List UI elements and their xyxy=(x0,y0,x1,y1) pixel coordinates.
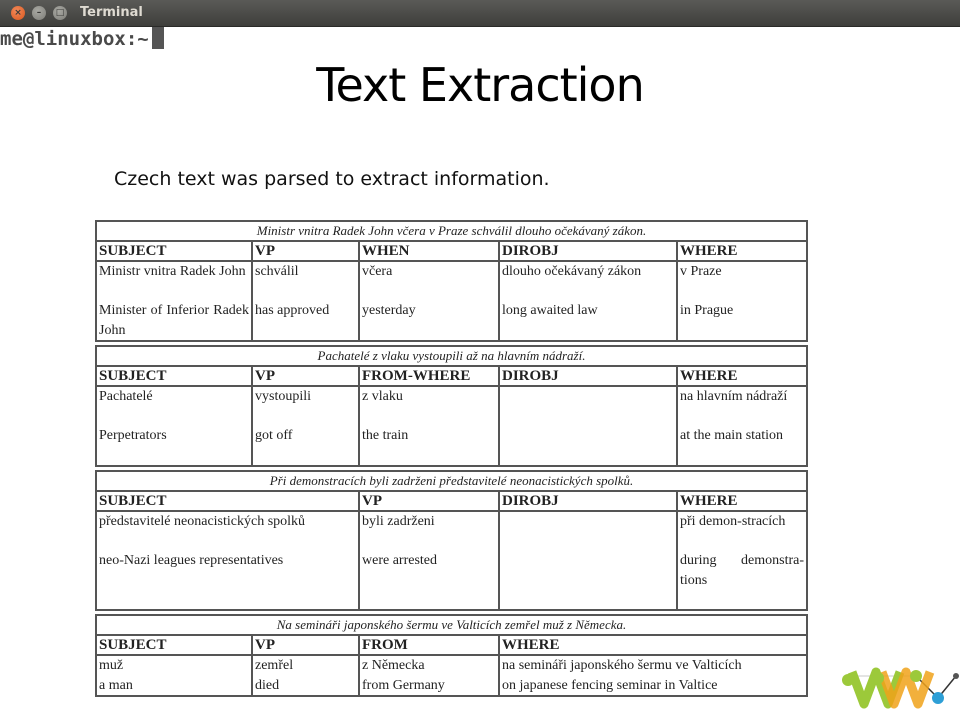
table-cell: from Germany xyxy=(359,676,499,696)
extraction-table xyxy=(97,492,806,609)
slide-title: Text Extraction xyxy=(316,58,644,112)
table-row xyxy=(97,386,806,426)
czech-sentence: Na semináři japonského šermu ve Valticích zemřel muž z Německa. xyxy=(97,616,806,636)
extraction-table xyxy=(97,242,806,340)
table-cell: during demonstra-tions xyxy=(677,551,806,609)
table-cell xyxy=(499,511,677,551)
slide-subtitle: Czech text was parsed to extract information. xyxy=(114,168,550,190)
table-row xyxy=(97,655,806,676)
table-cell: were arrested xyxy=(359,551,499,609)
table-cell: has approved xyxy=(252,301,359,340)
column-header: SUBJECT xyxy=(97,242,252,261)
table-cell xyxy=(499,551,677,609)
table-cell: yesterday xyxy=(359,301,499,340)
table-header-row xyxy=(97,492,806,511)
extraction-block xyxy=(95,470,808,611)
column-header: WHEN xyxy=(359,242,499,261)
table-cell: představitelé neonacistických spolků xyxy=(99,514,306,529)
minimize-window-button[interactable]: – xyxy=(32,6,46,20)
column-header: FROM xyxy=(359,636,499,655)
table-cell: Ministr vnitra Radek John xyxy=(99,264,246,279)
column-header: VP xyxy=(359,492,499,511)
column-header: WHERE xyxy=(677,242,806,261)
extraction-table xyxy=(97,367,806,465)
column-header: VP xyxy=(252,367,359,386)
window-title: Terminal xyxy=(80,5,143,20)
table-cell: na semináři japonského šermu ve Valticích xyxy=(499,655,806,676)
table-row xyxy=(97,511,806,551)
table-cell: schválil xyxy=(252,261,359,301)
table-cell: got off xyxy=(252,426,359,465)
table-cell: long awaited law xyxy=(499,301,677,340)
table-cell: the train xyxy=(359,426,499,465)
table-cell: zemřel xyxy=(252,655,359,676)
czech-sentence: Ministr vnitra Radek John včera v Praze schválil dlouho očekávaný zákon. xyxy=(97,222,806,242)
table-cell: Perpetrators xyxy=(99,428,167,443)
extraction-block xyxy=(95,345,808,467)
extraction-block xyxy=(95,614,808,697)
table-cell: Pachatelé xyxy=(99,389,153,404)
table-row xyxy=(97,426,806,465)
column-header: VP xyxy=(252,242,359,261)
table-header-row xyxy=(97,367,806,386)
logo-node xyxy=(872,672,884,684)
close-window-button[interactable]: × xyxy=(11,6,25,20)
logo-node xyxy=(910,670,922,682)
maximize-window-button[interactable]: □ xyxy=(53,6,67,20)
table-cell: v Praze xyxy=(677,261,806,301)
extraction-table xyxy=(97,636,806,695)
table-cell: při demon-stracích xyxy=(677,511,806,551)
extraction-block xyxy=(95,220,808,342)
table-row xyxy=(97,551,806,609)
table-cell: z Německa xyxy=(359,655,499,676)
table-cell: muž xyxy=(99,658,124,673)
czech-sentence: Při demonstracích byli zadrženi představitelé neonacistických spolků. xyxy=(97,472,806,492)
logo-node xyxy=(932,692,944,704)
extraction-figure xyxy=(95,220,808,700)
table-cell: byli zadrženi xyxy=(359,511,499,551)
czech-sentence: Pachatelé z vlaku vystoupili až na hlavním nádraží. xyxy=(97,347,806,367)
table-cell: na hlavním nádraží xyxy=(677,386,806,426)
vv-logo-icon xyxy=(838,658,960,720)
table-row xyxy=(97,301,806,340)
terminal-prompt-line[interactable] xyxy=(0,27,164,51)
column-header: DIROBJ xyxy=(499,242,677,261)
table-cell: z vlaku xyxy=(359,386,499,426)
table-cell: at the main station xyxy=(677,426,806,465)
column-header: WHERE xyxy=(499,636,806,655)
table-cell: died xyxy=(252,676,359,696)
terminal-prompt: me@linuxbox:~ xyxy=(0,28,149,50)
table-header-row xyxy=(97,636,806,655)
table-cell xyxy=(499,386,677,426)
terminal-cursor xyxy=(152,27,164,49)
logo-node xyxy=(842,674,854,686)
window-titlebar xyxy=(0,0,960,27)
column-header: WHERE xyxy=(677,367,806,386)
table-header-row xyxy=(97,242,806,261)
table-cell: Minister of Inferior Radek John xyxy=(99,303,249,338)
column-header: FROM-WHERE xyxy=(359,367,499,386)
table-cell: a man xyxy=(99,677,133,693)
column-header: DIROBJ xyxy=(499,492,677,511)
table-row xyxy=(97,676,806,696)
table-cell: vystoupili xyxy=(252,386,359,426)
table-cell: on japanese fencing seminar in Valtice xyxy=(499,676,806,696)
column-header: VP xyxy=(252,636,359,655)
logo-node xyxy=(953,673,959,679)
table-cell xyxy=(499,426,677,465)
table-cell: dlouho očekávaný zákon xyxy=(499,261,677,301)
column-header: SUBJECT xyxy=(97,367,252,386)
column-header: SUBJECT xyxy=(97,636,252,655)
column-header: SUBJECT xyxy=(97,492,359,511)
table-cell: včera xyxy=(359,261,499,301)
table-cell: neo-Nazi leagues representatives xyxy=(99,553,284,568)
column-header: DIROBJ xyxy=(499,367,677,386)
logo-v2 xyxy=(882,672,930,704)
table-row xyxy=(97,261,806,301)
table-cell: in Prague xyxy=(677,301,806,340)
column-header: WHERE xyxy=(677,492,806,511)
